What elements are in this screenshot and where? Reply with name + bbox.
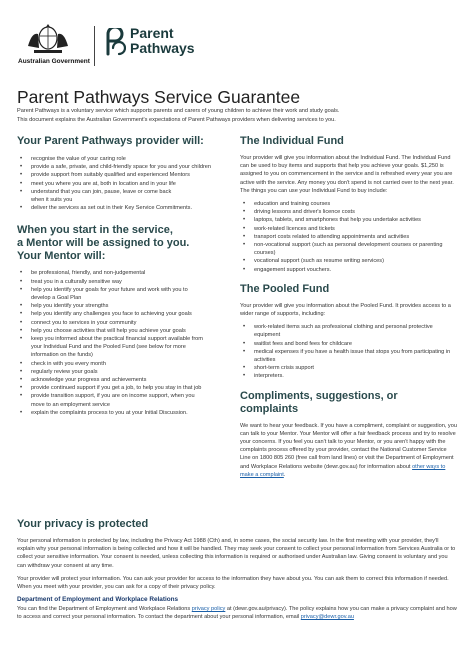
list-item: • keep you informed about the practical financial support available from your Individual Fund and the Pooled Fund (see below for more information on the funds) — [17, 335, 229, 360]
list-item: • education and training courses — [240, 200, 458, 208]
intro-line-1: Parent Pathways is a voluntary service which supports parents and carers of young children to achieve their work and study goals. — [17, 108, 340, 114]
brand-name-line1: Parent — [130, 25, 174, 41]
provider-list — [17, 155, 235, 212]
list-item: • connect you to services in your community — [17, 319, 229, 327]
brand-name-line2: Pathways — [130, 40, 195, 56]
intro-text — [17, 107, 457, 124]
list-item: • provide a safe, private, and child-friendly space for you and your children — [17, 163, 235, 171]
document-header — [0, 0, 469, 80]
complaints-end: . — [283, 471, 286, 478]
right-column — [240, 135, 458, 479]
pooled-fund-heading: The Pooled Fund — [240, 282, 330, 295]
list-item: • meet you where you are at, both in location and in your life — [17, 180, 235, 188]
privacy-heading: Your privacy is protected — [17, 518, 149, 530]
pooled-fund-list — [240, 323, 458, 380]
page-title: Parent Pathways Service Guarantee — [17, 87, 301, 107]
commonwealth-coat-of-arms-icon — [22, 24, 74, 56]
list-item: • driving lessons and driver's licence costs — [240, 208, 458, 216]
list-item: • vocational support (such as resume writing services) — [240, 257, 458, 265]
privacy-policy-link[interactable]: privacy policy — [191, 606, 226, 613]
list-item: • help you choose activities that will help you achieve your goals — [17, 327, 229, 335]
department-text-b: at (dewr.gov.au/privacy). The policy explains how you can make a privacy complaint and how to access and correct your personal information. To contact the department about your personal information, email — [17, 606, 457, 621]
list-item: • waitlist fees and bond fees for childcare — [240, 340, 458, 348]
mentor-heading-line2: a Mentor will be assigned to you. — [17, 237, 190, 250]
privacy-text-1: Your personal information is protected by law, including the Privacy Act 1988 (Cth) and, in some cases, the social security law. In the first meeting with your provider, they'll explain why your personal information is being collected and how it will be handled. They may seek your consent to collect your personal information from Services Australia or to collect your sensitive information. Your consent is needed, unless collecting this information is required or authorised under Australian law. Giving consent is voluntary and you can withdraw your consent at any time. — [17, 538, 456, 569]
left-column — [17, 135, 235, 417]
complaints-body: We want to hear your feedback. If you have a compliment, complaint or suggestion, you can talk to your Mentor. Your Mentor will offer a fair feedback process and try to resolve your concerns. If you feel you can't talk to your Mentor, or you aren't happy with the complaints process offered by your provider, contact the National Customer Service Line on 1800 805 260 (free call from land lines) or visit the Department of Employment and Workplace Relations website (dewr.gov.au) for information about — [240, 422, 457, 470]
complaint-ways-link[interactable]: other ways to make a complaint — [240, 463, 446, 478]
mentor-heading-line1: When you start in the service, — [17, 224, 173, 237]
header-divider — [94, 26, 95, 66]
list-item: • help you identify any challenges you face to achieving your goals — [17, 310, 229, 318]
department-heading: Department of Employment and Workplace Relations — [17, 596, 179, 604]
list-item: • recognise the value of your caring role — [17, 155, 235, 163]
list-item: • provide transition support, if you are on income support, when you move to an employment service — [17, 392, 229, 408]
intro-line-2: This document explains the Australian Government's expectations of Parent Pathways providers when delivering services to you. — [17, 116, 336, 123]
list-item: • understand that you can join, pause, leave or come back when it suits you — [17, 188, 235, 204]
department-text — [17, 605, 457, 621]
list-item: • work-related items such as professional clothing and personal protective equipment — [240, 323, 458, 339]
list-item: • treat you in a culturally sensitive way — [17, 278, 229, 286]
individual-fund-text: Your provider will give you information about the Individual Fund. The Individual Fund can be used to buy items and supports that help you achieve your goals. $1,250 is assigned to you on commencement in the service and is refreshed every year you are active with the service. Any money you don't spend is not carried over to the next year. The things you can use your Individual Fund to buy include: — [240, 155, 454, 194]
mentor-list — [17, 269, 235, 417]
complaints-text — [240, 422, 458, 479]
list-item: • interpreters. — [240, 372, 458, 380]
individual-fund-heading: The Individual Fund — [240, 135, 344, 147]
privacy-text-2: Your provider will protect your information. You can ask your provider for access to the information they have about you. You can ask them to correct this information if needed. When you meet with your provider, you can ask for a copy of their privacy policy. — [17, 575, 449, 591]
list-item: • provide support from suitably qualified and experienced Mentors — [17, 171, 235, 179]
list-item: • help you identify your goals for your future and work with you to develop a Goal Plan — [17, 286, 229, 302]
mentor-heading-line3: Your Mentor will: — [17, 250, 106, 263]
parent-pathways-logo-icon — [104, 28, 126, 56]
list-item: • work-related licences and tickets — [240, 225, 458, 233]
list-item: • short-term crisis support — [240, 364, 458, 372]
individual-fund-list — [240, 200, 458, 274]
privacy-email-link[interactable]: privacy@dewr.gov.au — [300, 614, 354, 621]
list-item: • engagement support vouchers. — [240, 266, 458, 274]
list-item: • regularly review your goals — [17, 368, 229, 376]
mentor-heading — [17, 224, 235, 263]
pooled-fund-text: Your provider will give you information about the Pooled Fund. It provides access to a wider range of supports, including: — [240, 302, 451, 318]
list-item: • explain the complaints process to you at your Initial Discussion. — [17, 409, 229, 417]
privacy-section — [17, 518, 457, 627]
list-item: • be professional, friendly, and non-judgemental — [17, 269, 229, 277]
list-item: • laptops, tablets, and smartphones that help you undertake activities — [240, 216, 458, 224]
list-item: • acknowledge your progress and achievements — [17, 376, 229, 384]
list-item: • medical expenses if you have a health issue that stops you from participating in activities — [240, 348, 458, 364]
department-text-a: You can find the Department of Employment and Workplace Relations — [17, 606, 192, 613]
complaints-heading: Compliments, suggestions, or complaints — [240, 389, 398, 415]
list-item: • check in with you every month — [17, 360, 229, 368]
brand-name — [130, 26, 195, 56]
list-item: • provide continued support if you get a job, to help you stay in that job — [17, 384, 229, 392]
list-item: • transport costs related to attending appointments and activities — [240, 233, 458, 241]
list-item: • non-vocational support (such as personal development courses or parenting courses) — [240, 241, 458, 257]
list-item: • help you identify your strengths — [17, 302, 229, 310]
government-label: Australian Government — [18, 58, 90, 65]
provider-heading: Your Parent Pathways provider will: — [17, 135, 204, 147]
list-item: • deliver the services as set out in their Key Service Commitments. — [17, 204, 235, 212]
